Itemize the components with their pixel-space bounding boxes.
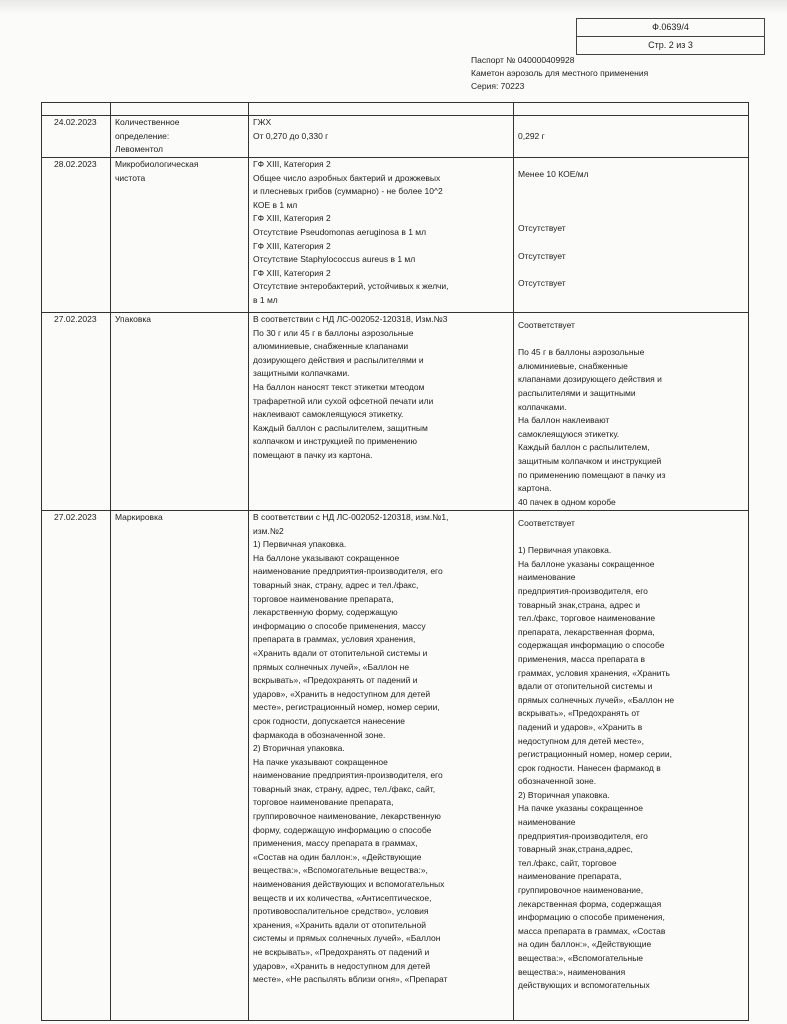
row-result: Соответствует По 45 г в баллоны аэрозольные алюминиевые, снабженные клапанами дозирующего действия и распылителями и защитными колпачками. На баллон наклеивают самоклеящуюся этикетку. Каждый баллон с распылителем, защитным колпачком и инструкцией по применению помещают в пачку из картона. 40 пачек в одном коробе xyxy=(514,313,749,511)
table-header-row xyxy=(42,103,749,116)
scan-edge-shadow xyxy=(0,0,787,14)
form-code-box xyxy=(576,18,765,55)
row-result: Менее 10 КОЕ/мл Отсутствует Отсутствует Отсутствует xyxy=(514,158,749,313)
test-results-table xyxy=(41,102,749,1021)
row-requirement: ГЖХ От 0,270 до 0,330 г xyxy=(249,116,514,158)
table-row xyxy=(42,313,749,511)
table-row xyxy=(42,158,749,313)
product-name: Каметон аэрозоль для местного применения xyxy=(471,68,649,78)
row-date: 27.02.2023 xyxy=(42,511,111,1021)
row-date: 27.02.2023 xyxy=(42,313,111,511)
form-code: Ф.0639/4 xyxy=(652,22,689,32)
row-result: 0,292 г xyxy=(514,116,749,158)
row-requirement: В соответствии с НД ЛС-002052-120318, изм.№1, изм.№2 1) Первичная упаковка. На баллоне указывают сокращенное наименование предприятия-производителя, его товарный знак, страну, адрес и тел./факс, торговое наименование препарата, лекарственную форму, содержащую информацию о способе применения, массу препарата в граммах, условия хранения, «Хранить вдали от отопительной системы и прямых солнечных лучей», «Баллон не вскрывать», «Предохранять от падений и ударов», «Хранить в недоступном для детей месте», регистрационный номер, номер серии, срок годности, допускается нанесение фармакода в обозначенной зоне. 2) Вторичная упаковка. На пачке указывают сокращенное наименование предприятия-производителя, его товарный знак, страну, адрес, тел./факс, сайт, торговое наименование препарата, группировочное наименование, лекарственную форму, содержащую информацию о способе применения, массу препарата в граммах, «Состав на один баллон:», «Действующие вещества:», «Вспомогательные вещества:», наименования действующих и вспомогательных веществ и их количества, «Антисептическое, противовоспалительное средство», условия хранения, «Хранить вдали от отопительной системы и прямых солнечных лучей», «Баллон не вскрывать», «Предохранять от падений и ударов», «Хранить в недоступном для детей месте», «Не распылять вблизи огня», «Препарат xyxy=(249,511,514,1021)
document-header xyxy=(471,54,648,93)
series-number: Серия: 70223 xyxy=(471,81,525,91)
row-test-name: Маркировка xyxy=(111,511,249,1021)
row-test-name: Количественное определение: Левоментол xyxy=(111,116,249,158)
row-requirement: ГФ XIII, Категория 2 Общее число аэробных бактерий и дрожжевых и плесневых грибов (суммарно) - не более 10^2 КОЕ в 1 мл ГФ XIII, Категория 2 Отсутствие Pseudomonas aeruginosa в 1 мл ГФ XIII, Категория 2 Отсутствие Staphylococcus aureus в 1 мл ГФ XIII, Категория 2 Отсутствие энтеробактерий, устойчивых к желчи, в 1 мл xyxy=(249,158,514,313)
row-test-name: Упаковка xyxy=(111,313,249,511)
row-requirement: В соответствии с НД ЛС-002052-120318, Изм.№3 По 30 г или 45 г в баллоны аэрозольные алюминиевые, снабженные клапанами дозирующего действия и распылителями и защитными колпачками. На баллон наносят текст этикетки мтеодом трафаретной или сухой офсетной печати или наклеивают самоклеящуюся этикетку. Каждый баллон с распылителем, защитным колпачком и инструкцией по применению помещают в пачку из картона. xyxy=(249,313,514,511)
row-result: Соответствует 1) Первичная упаковка. На баллоне указаны сокращенное наименование предприятия-производителя, его товарный знак,страна, адрес и тел./факс, торговое наименование препарата, лекарственная форма, содержащая информацию о способе применения, масса препарата в граммах, условия хранения, «Хранить вдали от отопительной системы и прямых солнечных лучей», «Баллон не вскрывать», «Предохранять от падений и ударов», «Хранить в недоступном для детей месте», регистрационный номер, номер серии, срок годности. Нанесен фармакод в обозначенной зоне. 2) Вторичная упаковка. На пачке указаны сокращенное наименование предприятия-производителя, его товарный знак,страна,адрес, тел./факс, сайт, торговое наименование препарата, группировочное наименование, лекарственная форма, содержащая информацию о способе применения, масса препарата в граммах, «Состав на один баллон:», «Действующие вещества:», «Вспомогательные вещества:», наименования действующих и вспомогательных xyxy=(514,511,749,1021)
row-date: 28.02.2023 xyxy=(42,158,111,313)
page-number: Стр. 2 из 3 xyxy=(577,36,764,54)
table-row xyxy=(42,511,749,1021)
row-test-name: Микробиологическая чистота xyxy=(111,158,249,313)
table-row xyxy=(42,116,749,158)
row-date: 24.02.2023 xyxy=(42,116,111,158)
passport-number: Паспорт № 040000409928 xyxy=(471,55,575,65)
